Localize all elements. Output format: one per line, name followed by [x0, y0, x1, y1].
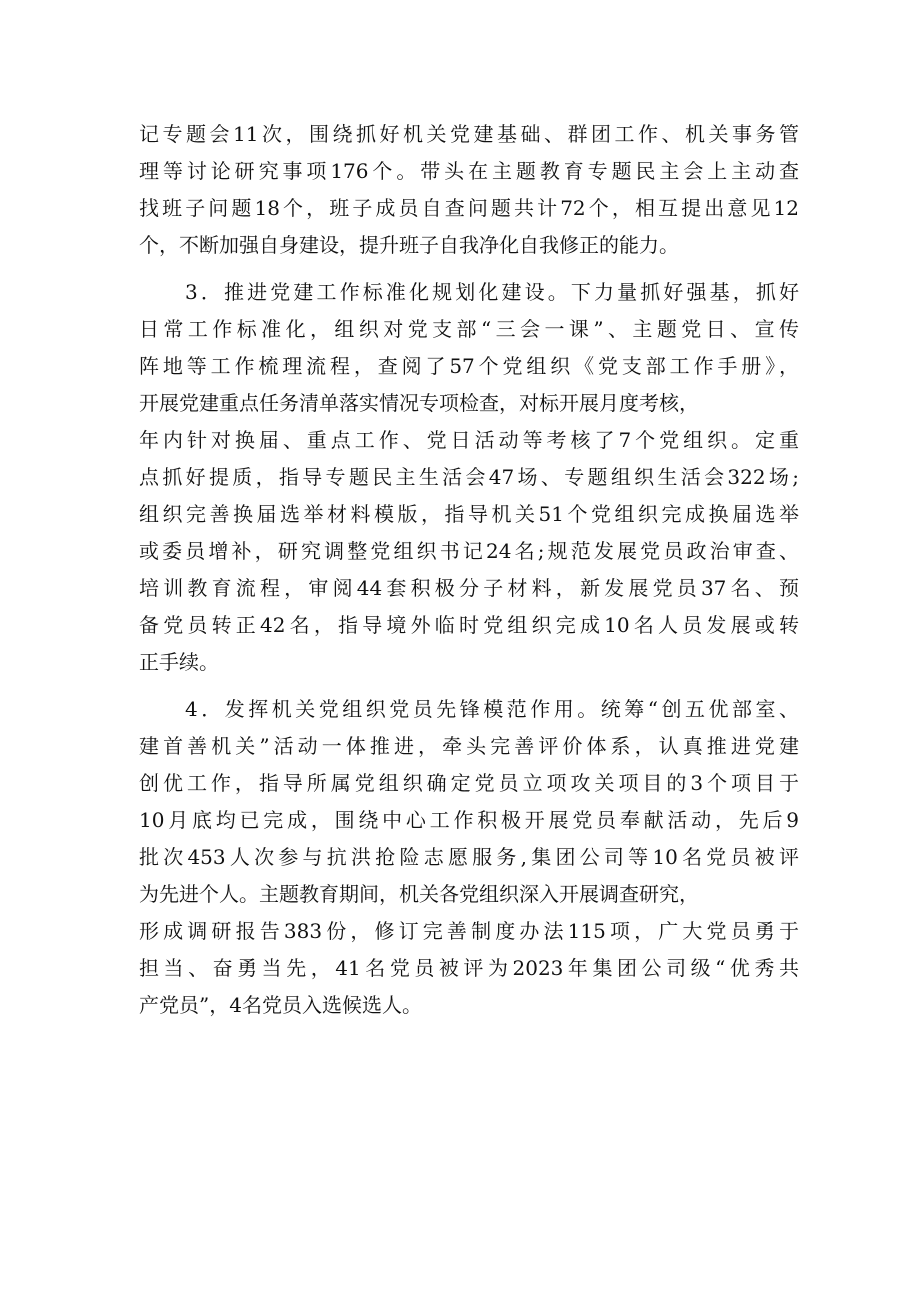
text-line: 形成调研报告383份，修订完善制度办法115项，广大党员勇于	[139, 919, 799, 943]
section-heading-line: 4．发挥机关党组织党员先锋模范作用。统筹“创五优部室、	[185, 697, 799, 721]
text-line: 日常工作标准化，组织对党支部“三会一课”、主题党日、宣传	[139, 317, 799, 341]
text-line: 组织完善换届选举材料模版，指导机关51个党组织完成换届选举	[139, 502, 799, 526]
text-line: 担当、奋勇当先，41名党员被评为2023年集团公司级“优秀共	[139, 956, 799, 980]
text-line: 10月底均已完成，围绕中心工作积极开展党员奉献活动，先后9	[139, 808, 799, 832]
text-line: 正手续。	[139, 650, 219, 674]
text-line: 批次453人次参与抗洪抢险志愿服务,集团公司等10名党员被评	[139, 845, 799, 869]
paragraph-section-3	[139, 274, 799, 681]
text-line: 年内针对换届、重点工作、党日活动等考核了7个党组织。定重	[139, 428, 799, 452]
text-line: 备党员转正42名，指导境外临时党组织完成10名人员发展或转	[139, 613, 799, 637]
text-line: 理等讨论研究事项176个。带头在主题教育专题民主会上主动查	[139, 159, 799, 183]
text-line: 个，不断加强自身建设，提升班子自我净化自我修正的能力。	[139, 233, 679, 257]
text-line: 创优工作，指导所属党组织确定党员立项攻关项目的3个项目于	[139, 771, 799, 795]
text-line: 阵地等工作梳理流程，查阅了57个党组织《党支部工作手册》，	[139, 354, 799, 378]
text-line: 点抓好提质，指导专题民主生活会47场、专题组织生活会322场;	[139, 465, 799, 489]
text-line: 培训教育流程，审阅44套积极分子材料，新发展党员37名、预	[139, 576, 799, 600]
text-line: 产党员”，4名党员入选候选人。	[139, 993, 422, 1017]
text-line: 开展党建重点任务清单落实情况专项检查，对标开展月度考核，	[139, 391, 699, 415]
text-line: 找班子问题18个，班子成员自查问题共计72个，相互提出意见12	[139, 196, 799, 220]
text-line: 为先进个人。主题教育期间，机关各党组织深入开展调查研究，	[139, 882, 699, 906]
text-line: 记专题会11次，围绕抓好机关党建基础、群团工作、机关事务管	[139, 122, 799, 146]
text-line: 建首善机关”活动一体推进，牵头完善评价体系，认真推进党建	[139, 734, 799, 758]
paragraph-summary	[139, 116, 799, 264]
section-heading-line: 3．推进党建工作标准化规划化建设。下力量抓好强基，抓好	[185, 280, 799, 304]
document-body	[139, 116, 799, 1024]
paragraph-section-4	[139, 691, 799, 1024]
text-line: 或委员增补，研究调整党组织书记24名;规范发展党员政治审查、	[139, 539, 799, 563]
